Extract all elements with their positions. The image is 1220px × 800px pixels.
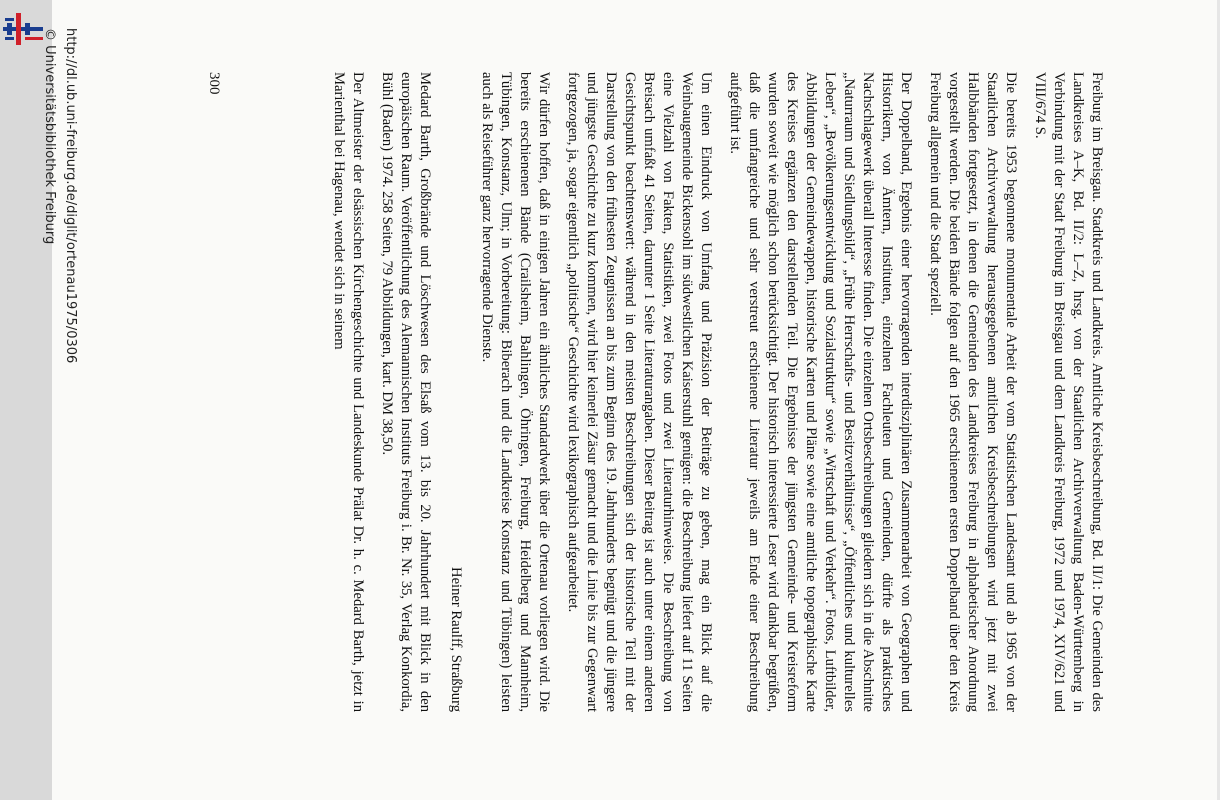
review-signature: Heiner Raulff, Straßburg (448, 567, 464, 712)
paragraph: Um einen Eindruck von Umfang und Präzision der Beiträge zu geben, mag ein Blick auf die Weinbaugemeinde Bickensohl im südwestlichen Kaiserstuhl genügen: die Beschreibung liefert auf 11 Seiten eine Vielzahl von Fakten, Statistiken, zwei Fotos und zwei Literaturhinweise. Die Beschreibung von Breisach umfaßt 41 Seiten, darunter 1 Seite Literaturangaben. Dieser Beitrag ist auch unter einem anderen Gesichtspunkt beachtenswert: während in den meisten Beschreibungen sich der historische Teil mit der Darstellung von den frühesten Zeugnissen an bis zum Beginn des 19. Jahrhunderts begnügt und die jüngere und jüngste Geschichte zu kurz kommen, wird hier keinerlei Zäsur gemacht und die Linie bis zur Gegenwart fortgezogen, ja, sogar eigentlich „politische“ Geschichte wird lexikographisch aufgearbeitet. (565, 72, 714, 712)
paragraph: Der Doppelband, Ergebnis einer hervorragenden interdisziplinären Zusammenarbeit von Geographen und Historikern, von Ämtern, Instituten, einzelnen Fachleuten und Gemeinden, dürfte als praktisches Nachschlagewerk überall Interesse finden. Die einzelnen Ortsbeschreibungen gliedern sich in die Abschnitte „Naturraum und Siedlungsbild“, „Frühe Herrschafts- und Besitzverhältnisse“, „Öffentliches und kulturelles Leben“, „Bevölkerungsentwicklung und Sozialstruktur“ sowie „Wirtschaft und Verkehr“. Fotos, Luftbilder, Abbildungen der Gemeindewappen, historische Karten und Pläne sowie eine amtliche topographische Karte des Kreises ergänzen den darstellenden Teil. Die Ergebnisse der jüngsten Gemeinde- und Kreisreform wurden soweit wie möglich schon berücksichtigt. Der historisch interessierte Leser wird dankbar begrüßen, daß die umfangreiche und sehr verstreut erschienene Literatur jeweils am Ende einer Beschreibung aufgeführt ist. (727, 72, 914, 712)
copyright-notice: © Universitätsbibliothek Freiburg (42, 28, 57, 245)
paragraph: Wir dürfen hoffen, daß in einigen Jahren ein ähnliches Standardwerk über die Ortenau vorliegen wird. Die bereits erschienenen Bände (Crailsheim, Bahlingen, Öhringen, Freiburg, Heidelberg und Mannheim, Tübingen, Konstanz, Ulm; in Vorbereitung: Biberach und die Landkreise Konstanz und Tübingen) leisten auch als Reiseführer ganz hervorragende Dienste. (479, 72, 552, 712)
document-url-link[interactable]: http://dl.ub.uni-freiburg.de/diglit/ortenau1975/0306 (63, 28, 78, 364)
paragraph: Freiburg im Breisgau. Stadtkreis und Landkreis. Amtliche Kreisbeschreibung, Bd. II/1: Die Gemeinden des Landkreises A–K, Bd. II/2: L–Z, hrsg. von der Staatlichen Archivverwaltung Baden-Württemberg in Verbindung mit der Stadt Freiburg im Breisgau und dem Landkreis Freiburg, 1972 und 1974, XIV/621 und VIII/674 S. (1032, 72, 1105, 712)
scanned-page (116, 20, 1156, 780)
page-text (319, 72, 1106, 712)
paragraph: Die bereits 1953 begonnene monumentale Arbeit der vom Statistischen Landesamt und ab 1965 von der Staatlichen Archivverwaltung herausgegebenen amtlichen Kreisbeschreibungen wird jetzt mit zwei Halbbänden fortgesetzt, in denen die Gemeinden des Landkreises Freiburg in alphabetischer Anordnung vorgestellt werden. Die beiden Bände folgen auf den 1965 erschienenen ersten Doppelband über den Kreis Freiburg allgemein und die Stadt speziell. (927, 72, 1019, 712)
scanned-page-area (52, 0, 1220, 800)
paragraph: Der Altmeister der elsässischen Kirchengeschichte und Landeskunde Prälat Dr. h. c. Medard Barth, jetzt in Marienthal bei Hagenau, wendet sich in seinem (331, 72, 366, 712)
sidebar (0, 0, 78, 800)
paragraph: Medard Barth, Großbrände und Löschwesen des Elsaß vom 13. bis 20. Jahrhundert mit Blick in den europäischen Raum. Veröffentlichung des Alemannischen Instituts Freiburg i. Br. Nr. 35, Verlag Konkordia, Bühl (Baden) 1974. 258 Seiten, 79 Abbildungen, kart. DM 38,50. (379, 72, 433, 712)
page-number: 300 (206, 72, 222, 95)
